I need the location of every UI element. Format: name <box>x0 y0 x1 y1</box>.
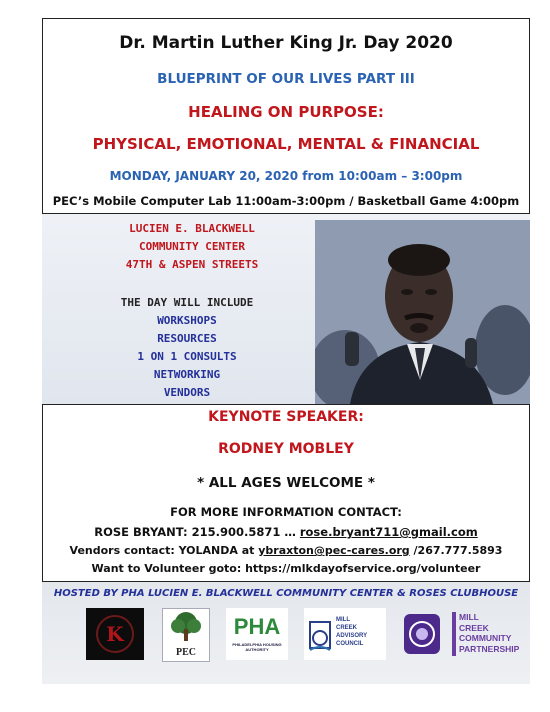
partnership-bar <box>452 612 456 656</box>
theme-heading: HEALING ON PURPOSE: <box>188 103 384 121</box>
contact-rose-text: ROSE BRYANT: 215.900.5871 … <box>94 525 300 539</box>
day-item: VENDORS <box>163 386 211 399</box>
pha-logo <box>226 608 288 660</box>
keynote-label: KEYNOTE SPEAKER: <box>208 409 364 425</box>
event-title: Dr. Martin Luther King Jr. Day 2020 <box>119 33 453 53</box>
pec-logo <box>162 608 210 662</box>
location-line-3: 47TH & ASPEN STREETS <box>125 258 259 271</box>
location-line-1: LUCIEN E. BLACKWELL <box>129 222 255 235</box>
roses-clubhouse-logo <box>86 608 144 660</box>
mill-creek-partnership-logo <box>452 608 522 660</box>
pha-logo-subtext: PHILADELPHIA HOUSING AUTHORITY <box>232 642 282 652</box>
event-header-box <box>42 18 530 214</box>
location-line-2: COMMUNITY CENTER <box>139 240 245 253</box>
event-date: MONDAY, JANUARY 20, 2020 from 10:00am – 3:00pm <box>109 169 463 183</box>
contact-heading: FOR MORE INFORMATION CONTACT: <box>170 505 402 519</box>
all-ages-notice: * ALL AGES WELCOME * <box>197 475 375 491</box>
mill-creek-advisory-logo <box>304 608 386 660</box>
mill-creek-advisory-line: CREEK <box>336 625 358 631</box>
volunteer-link[interactable]: Want to Volunteer goto: https://mlkdayofservice.org/volunteer <box>91 562 481 575</box>
pha-logo-text: PHA <box>233 614 281 639</box>
day-item: RESOURCES <box>157 332 217 345</box>
keynote-speaker-name: RODNEY MOBLEY <box>218 441 354 457</box>
mill-creek-partnership-text <box>459 612 519 654</box>
partnership-line: COMMUNITY <box>459 633 512 643</box>
mill-creek-advisory-line: ADVISORY <box>336 633 368 639</box>
rose-email-link[interactable]: rose.bryant711@gmail.com <box>299 525 478 539</box>
mill-creek-advisory-text <box>336 616 367 648</box>
event-subtitle: BLUEPRINT OF OUR LIVES PART III <box>157 71 415 87</box>
contact-rose <box>43 525 529 539</box>
day-includes-heading: THE DAY WILL INCLUDE <box>120 296 254 309</box>
tree-icon <box>163 609 209 643</box>
contact-vendors <box>43 544 529 557</box>
svg-text:K: K <box>106 622 124 646</box>
purple-badge-logo <box>402 608 442 660</box>
vendors-phone: /267.777.5893 <box>409 544 503 557</box>
mlk-photo <box>315 220 530 404</box>
day-item: NETWORKING <box>153 368 221 381</box>
day-item: WORKSHOPS <box>157 314 217 327</box>
theme-pillars: PHYSICAL, EMOTIONAL, MENTAL & FINANCIAL <box>92 135 480 153</box>
mill-creek-advisory-line: MILL <box>336 617 350 623</box>
mill-icon <box>306 616 334 652</box>
pec-logo-text: PEC <box>176 647 196 658</box>
vendors-email-link[interactable]: ybraxton@pec-cares.org <box>258 544 410 557</box>
mill-creek-advisory-line: COUNCIL <box>336 641 364 647</box>
day-item: 1 ON 1 CONSULTS <box>137 350 237 363</box>
vendors-text: Vendors contact: YOLANDA at <box>69 544 259 557</box>
partnership-line: MILL <box>459 612 479 622</box>
event-schedule: PEC’s Mobile Computer Lab 11:00am-3:00pm / Basketball Game 4:00pm <box>52 194 520 208</box>
mlk-photo-illustration <box>315 220 530 404</box>
partnership-line: PARTNERSHIP <box>459 643 520 654</box>
partnership-line: CREEK <box>459 622 489 633</box>
keynote-box <box>42 404 530 582</box>
sponsor-footer <box>42 582 530 684</box>
hosted-by-text: HOSTED BY PHA LUCIEN E. BLACKWELL COMMUNITY CENTER & ROSES CLUBHOUSE <box>53 588 519 599</box>
rose-icon <box>86 608 144 660</box>
crest-icon <box>402 608 442 660</box>
